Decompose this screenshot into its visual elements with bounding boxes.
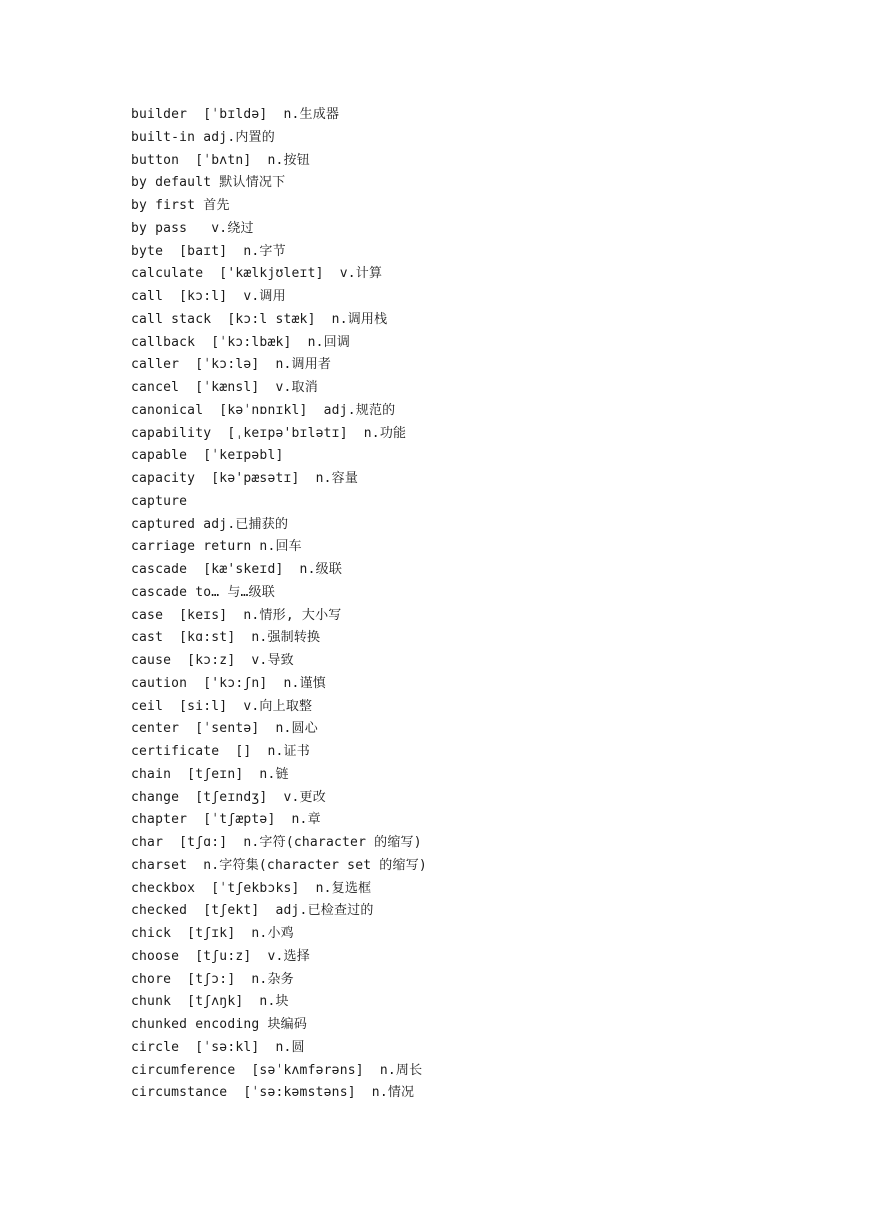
vocabulary-entry: capture <box>131 493 188 509</box>
vocabulary-entry: chunked encoding 块编码 <box>131 1017 308 1032</box>
vocabulary-entry: carriage return n.回车 <box>131 539 302 555</box>
vocabulary-entry: by pass v.绕过 <box>131 220 254 236</box>
vocabulary-entry: charset n.字符集(character set 的缩写) <box>131 857 427 873</box>
vocabulary-entry: caution ['kɔ:ʃn] n.谨慎 <box>131 675 326 691</box>
vocabulary-entry: circumstance [ˈsə:kəmstəns] n.情况 <box>131 1085 415 1101</box>
vocabulary-entry: chick [tʃɪk] n.小鸡 <box>131 926 294 941</box>
vocabulary-entry: chore [tʃɔ:] n.杂务 <box>131 971 294 987</box>
vocabulary-entry: capability [ˌkeɪpə'bɪlətɪ] n.功能 <box>131 425 407 441</box>
vocabulary-entry: cause [kɔ:z] v.导致 <box>131 653 294 668</box>
vocabulary-entry: char [tʃɑ:] n.字符(character 的缩写) <box>131 835 422 850</box>
vocabulary-entry: call [kɔ:l] v.调用 <box>131 289 286 304</box>
vocabulary-entry: center [ˈsentə] n.圆心 <box>131 721 318 737</box>
vocabulary-entry: call stack [kɔ:l stæk] n.调用栈 <box>131 311 388 327</box>
vocabulary-entry: cascade [kæ'skeɪd] n.级联 <box>131 562 343 577</box>
vocabulary-entry: checkbox [ˈtʃekbɔks] n.复选框 <box>131 880 372 896</box>
vocabulary-entry: caller [ˈkɔ:lə] n.调用者 <box>131 357 332 373</box>
vocabulary-entry: cast [kɑ:st] n.强制转换 <box>131 630 321 646</box>
vocabulary-entry: choose [tʃu:z] v.选择 <box>131 948 310 964</box>
vocabulary-entry: by first 首先 <box>131 198 230 213</box>
vocabulary-entry: chain [tʃeɪn] n.链 <box>131 766 289 782</box>
vocabulary-entry: callback [ˈkɔ:lbæk] n.回调 <box>131 334 351 350</box>
vocabulary-entry: capable [ˈkeɪpəbl] <box>131 448 284 464</box>
vocabulary-entry: circle [ˈsə:kl] n.圆 <box>131 1039 305 1055</box>
vocabulary-entry: ceil [si:l] v.向上取整 <box>131 698 313 714</box>
vocabulary-entry: button [ˈbʌtn] n.按钮 <box>131 152 310 168</box>
vocabulary-entry: built-in adj.内置的 <box>131 129 275 145</box>
vocabulary-entry: cancel [ˈkænsl] v.取消 <box>131 380 318 395</box>
vocabulary-entry: builder [ˈbɪldə] n.生成器 <box>131 107 340 122</box>
vocabulary-entry: circumference [səˈkʌmfərəns] n.周长 <box>131 1062 423 1078</box>
vocabulary-entry: captured adj.已捕获的 <box>131 516 289 532</box>
vocabulary-entry: chunk [tʃʌŋk] n.块 <box>131 994 289 1010</box>
vocabulary-entry: capacity [kə'pæsətɪ] n.容量 <box>131 471 359 486</box>
vocabulary-entry: certificate [] n.证书 <box>131 744 310 759</box>
vocabulary-entry: case [keɪs] n.情形, 大小写 <box>131 607 342 623</box>
vocabulary-entry: cascade to… 与…级联 <box>131 584 275 600</box>
vocabulary-entry: checked [tʃekt] adj.已检查过的 <box>131 903 374 919</box>
vocabulary-entry: by default 默认情况下 <box>131 175 286 191</box>
vocabulary-entry: canonical [kəˈnɒnɪkl] adj.规范的 <box>131 402 396 418</box>
vocabulary-entry: byte [baɪt] n.字节 <box>131 243 286 259</box>
vocabulary-entry: chapter [ˈtʃæptə] n.章 <box>131 812 321 828</box>
vocabulary-entry: calculate ['kælkjʊleɪt] v.计算 <box>131 266 383 282</box>
vocabulary-entry: change [tʃeɪndʒ] v.更改 <box>131 789 326 805</box>
vocabulary-list <box>131 104 427 1105</box>
